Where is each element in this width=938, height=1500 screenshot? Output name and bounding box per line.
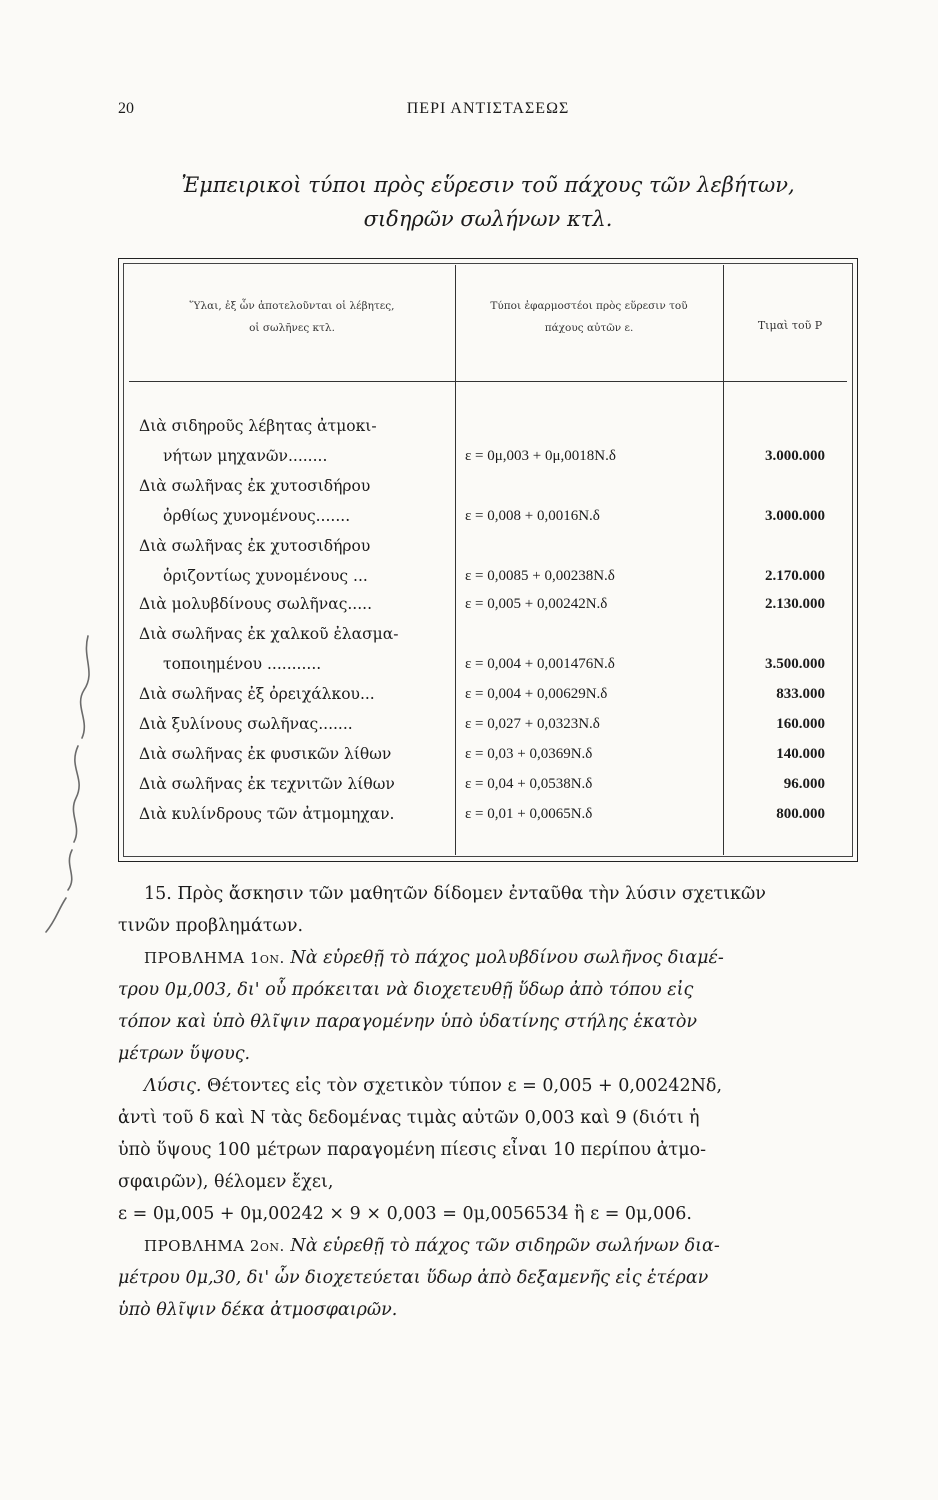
row-description: Διὰ σωλῆνας ἐκ τεχνιτῶν λίθων [139,775,395,793]
problem-1-line-3: τόπον καὶ ὑπὸ θλῖψιν παραγομένην ὑπὸ ὑδατίνης στήλης ἑκατὸν [118,1012,698,1032]
solution-equation: ε = 0μ,005 + 0μ,00242 × 9 × 0,003 = 0μ,0056534 ἢ ε = 0μ,006. [118,1204,692,1224]
problem-1-line-1 [118,942,858,974]
problem-1-text-1: Νὰ εὑρεθῇ τὸ πάχος μολυβδίνου σωλῆνος διαμέ- [290,948,724,968]
row-value: 3.000.000 [765,508,825,524]
row-formula: ε = 0,008 + 0,0016N.δ [465,508,600,524]
row-formula: ε = 0,03 + 0,0369N.δ [465,746,593,762]
column-header-formulas-line-1: Τύποι ἐφαρμοστέοι πρὸς εὕρεσιν τοῦ [490,300,688,312]
row-description-cont: νήτων μηχανῶν........ [163,447,328,465]
solution-label: Λύσις. [144,1076,202,1096]
row-description-cont: ὁριζοντίως χυνομένους ... [163,567,368,585]
row-formula: ε = 0,0085 + 0,00238N.δ [465,568,615,584]
solution-line-1 [118,1070,858,1102]
problem-2-line-1 [118,1230,858,1262]
handwritten-margin-signature [38,628,110,938]
row-value: 2.130.000 [765,596,825,612]
row-description: Διὰ σιδηροῦς λέβητας ἀτμοκι- [139,417,377,435]
problem-2-label: ΠΡΟΒΛΗΜΑ 2ον. [144,1237,285,1255]
column-divider [455,265,456,855]
row-formula: ε = 0,004 + 0,001476N.δ [465,656,615,672]
solution-line-3: ὑπὸ ὕψους 100 μέτρων παραγομένη πίεσις εἶναι 10 περίπου ἀτμο- [118,1140,707,1160]
table-row [119,471,859,501]
table-row [119,531,859,561]
body-text [118,878,858,1326]
row-description: Διὰ σωλῆνας ἐξ ὀρειχάλκου... [139,685,375,703]
table-row [119,561,859,591]
table-row [119,649,859,679]
row-value: 3.500.000 [765,656,825,672]
formula-table [118,258,858,862]
table-row [119,589,859,619]
row-description: Διὰ σωλῆνας ἐκ φυσικῶν λίθων [139,745,392,763]
column-divider [723,265,724,855]
column-header-formulas-line-2: πάχους αὐτῶν ε. [544,322,634,334]
column-header-formulas [459,295,719,339]
problem-1-line-4: μέτρων ὕψους. [118,1044,251,1064]
row-description: Διὰ σωλῆνας ἐκ χυτοσιδήρου [139,537,371,555]
header-divider [129,381,847,382]
row-value: 3.000.000 [765,448,825,464]
row-value: 140.000 [776,746,825,762]
row-formula: ε = 0,01 + 0,0065N.δ [465,806,593,822]
problem-2-line-2: μέτρου 0μ,30, δι' ὧν διοχετεύεται ὕδωρ ἀπὸ δεξαμενῆς εἰς ἑτέραν [118,1268,709,1288]
table-row [119,679,859,709]
table-row [119,709,859,739]
table-row [119,769,859,799]
row-formula: ε = 0,005 + 0,00242N.δ [465,596,608,612]
row-description-cont: ὀρθίως χυνομένους....... [163,507,351,525]
table-row [119,619,859,649]
row-formula: ε = 0,027 + 0,0323N.δ [465,716,600,732]
row-formula: ε = 0μ,003 + 0μ,0018N.δ [465,448,616,464]
row-description-cont: τοποιημένου ........... [163,655,322,673]
solution-line-4: σφαιρῶν), θέλομεν ἔχει, [118,1172,334,1192]
para-15-line-2: τινῶν προβλημάτων. [118,916,304,936]
table-title-line-2: σιδηρῶν σωλήνων κτλ. [363,207,613,231]
table-row [119,799,859,829]
problem-1-line-2: τρου 0μ,003, δι' οὗ πρόκειται νὰ διοχετευθῇ ὕδωρ ἀπὸ τόπου εἰς [118,980,694,1000]
row-formula: ε = 0,04 + 0,0538N.δ [465,776,593,792]
para-15-line-1: 15. Πρὸς ἄσκησιν τῶν μαθητῶν δίδομεν ἐνταῦθα τὴν λύσιν σχετικῶν [144,884,766,904]
table-title-line-1: Ἐμπειρικοὶ τύποι πρὸς εὕρεσιν τοῦ πάχους τῶν λεβήτων, [181,173,795,197]
table-row [119,739,859,769]
table-row [119,501,859,531]
problem-2-text-1: Νὰ εὑρεθῇ τὸ πάχος τῶν σιδηρῶν σωλήνων δια- [290,1236,720,1256]
row-description: Διὰ ξυλίνους σωλῆνας....... [139,715,353,733]
solution-text-1: Θέτοντες εἰς τὸν σχετικὸν τύπον ε = 0,005 + 0,00242Nδ, [207,1076,723,1096]
row-value: 160.000 [776,716,825,732]
row-description: Διὰ σωλῆνας ἐκ χυτοσιδήρου [139,477,371,495]
solution-line-2: ἀντὶ τοῦ δ καὶ N τὰς δεδομένας τιμὰς αὐτῶν 0,003 καὶ 9 (διότι ἡ [118,1108,700,1128]
row-formula: ε = 0,004 + 0,00629N.δ [465,686,608,702]
row-value: 833.000 [776,686,825,702]
column-header-materials-line-2: οἱ σωλῆνες κτλ. [249,322,335,334]
row-value: 2.170.000 [765,568,825,584]
problem-1-label: ΠΡΟΒΛΗΜΑ 1ον. [144,949,285,967]
problem-2-line-3: ὑπὸ θλῖψιν δέκα ἀτμοσφαιρῶν. [118,1300,398,1320]
row-value: 800.000 [776,806,825,822]
table-row [119,441,859,471]
table-row [119,411,859,441]
table-title [118,168,858,236]
row-description: Διὰ σωλῆνας ἐκ χαλκοῦ ἐλασμα- [139,625,399,643]
column-header-materials [133,295,451,339]
column-header-materials-line-1: Ὕλαι, ἐξ ὧν ἀποτελοῦνται οἱ λέβητες, [189,300,395,312]
running-head [118,100,858,124]
column-header-values: Τιμαὶ τοῦ P [757,319,823,332]
page-number: 20 [118,100,134,117]
row-value: 96.000 [783,776,825,792]
row-description: Διὰ μολυβδίνους σωλῆνας..... [139,595,373,613]
running-title: ΠΕΡΙ ΑΝΤΙΣΤΑΣΕΩΣ [406,100,570,117]
row-description: Διὰ κυλίνδρους τῶν ἀτμομηχαν. [139,805,395,823]
